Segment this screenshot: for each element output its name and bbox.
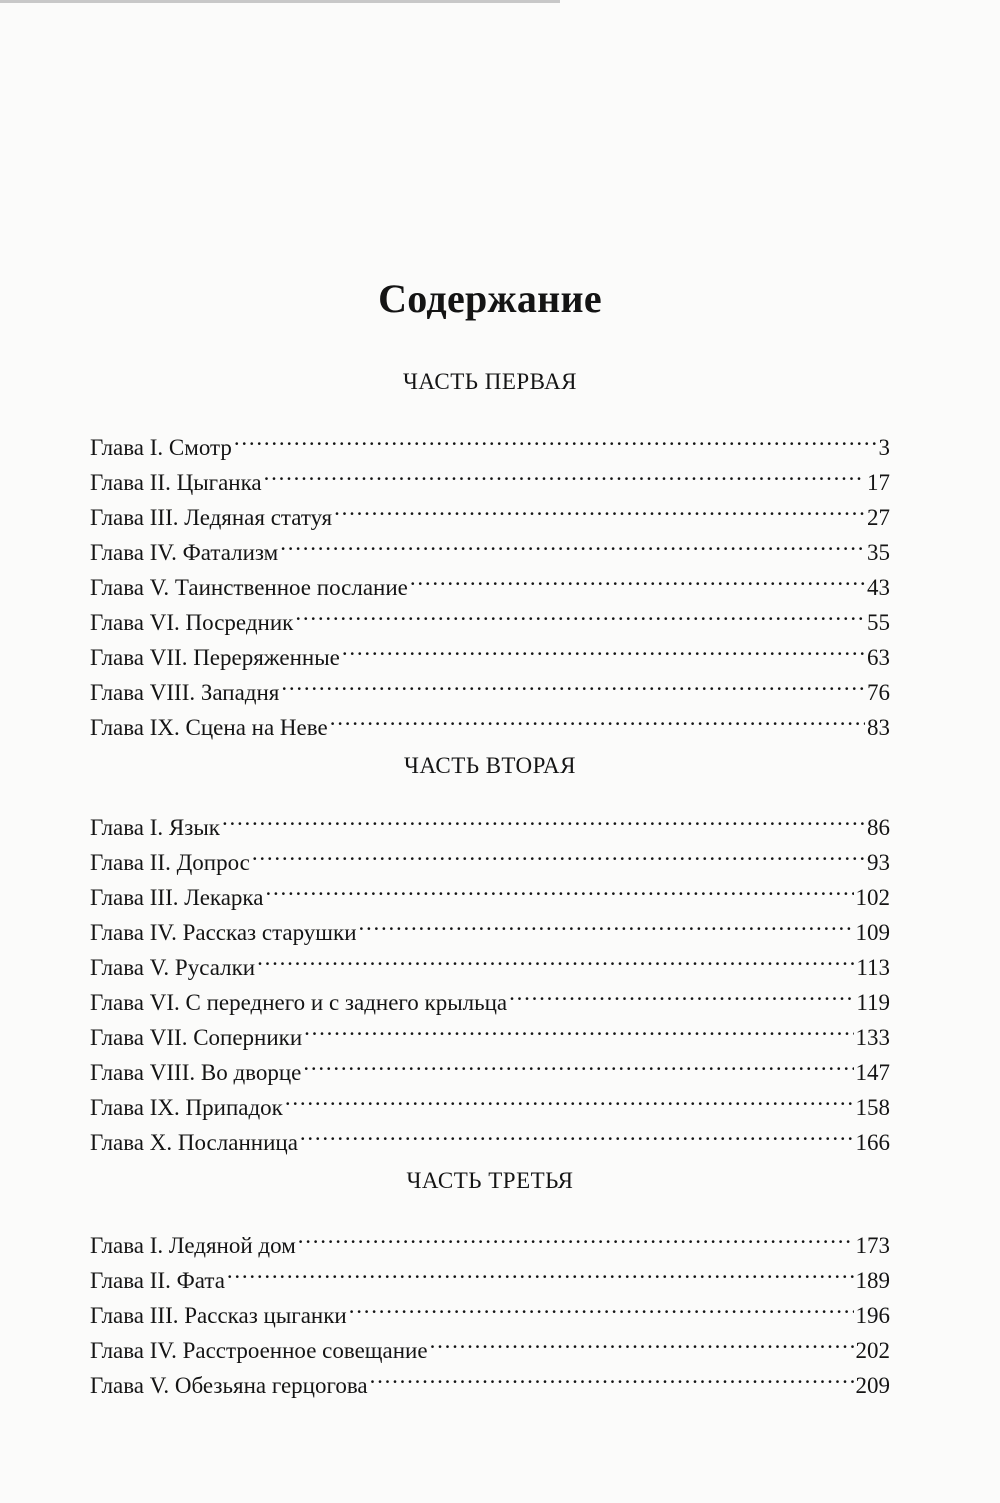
page-number: 17 — [867, 470, 890, 495]
chapter-title: Глава IX. Сцена на Неве — [90, 715, 328, 740]
chapter-title: Глава I. Ледяной дом — [90, 1233, 296, 1258]
dot-leader — [408, 560, 865, 595]
page-number: 147 — [855, 1060, 890, 1085]
toc-list-part-2 — [90, 800, 890, 1155]
page-number: 86 — [867, 815, 890, 840]
page-number: 113 — [856, 955, 890, 980]
chapter-title: Глава II. Фата — [90, 1268, 225, 1293]
chapter-title: Глава IV. Фатализм — [90, 540, 279, 565]
page-number: 83 — [867, 715, 890, 740]
toc-entry — [90, 800, 890, 840]
page-number: 119 — [856, 990, 890, 1015]
part-title-1: ЧАСТЬ ПЕРВАЯ — [402, 369, 578, 394]
chapter-title: Глава IV. Расстроенное совещание — [90, 1338, 428, 1363]
page-number: 202 — [855, 1338, 890, 1363]
dot-leader — [262, 455, 865, 490]
chapter-title: Глава V. Русалки — [90, 955, 256, 980]
dot-leader — [263, 870, 853, 905]
dot-leader — [232, 420, 877, 455]
chapter-title: Глава III. Рассказ цыганки — [90, 1303, 347, 1328]
page-number: 109 — [855, 920, 890, 945]
toc-list-part-1 — [90, 420, 890, 740]
chapter-title: Глава VI. Посредник — [90, 610, 294, 635]
dot-leader — [357, 905, 854, 940]
page-number: 76 — [867, 680, 890, 705]
dot-leader — [250, 835, 865, 870]
chapter-title: Глава V. Обезьяна герцогова — [90, 1373, 368, 1398]
toc-entry — [90, 1218, 890, 1258]
page-number: 166 — [855, 1130, 890, 1155]
dot-leader — [340, 630, 865, 665]
chapter-title: Глава VII. Соперники — [90, 1025, 303, 1050]
chapter-title: Глава II. Цыганка — [90, 470, 262, 495]
dot-leader — [507, 975, 854, 1010]
page-number: 3 — [878, 435, 890, 460]
part-title-2: ЧАСТЬ ВТОРАЯ — [404, 753, 576, 778]
dot-leader — [283, 1080, 854, 1115]
page-number: 27 — [867, 505, 890, 530]
chapter-title: Глава III. Лекарка — [90, 885, 264, 910]
dot-leader — [296, 1218, 854, 1253]
page-top-edge — [0, 0, 560, 3]
chapter-title: Глава VI. С переднего и с заднего крыльца — [90, 990, 508, 1015]
dot-leader — [332, 490, 865, 525]
chapter-title: Глава II. Допрос — [90, 850, 250, 875]
page-number: 43 — [867, 575, 890, 600]
page-number: 133 — [855, 1025, 890, 1050]
chapter-title: Глава X. Посланница — [90, 1130, 298, 1155]
dot-leader — [220, 800, 865, 835]
dot-leader — [225, 1253, 854, 1288]
page-number: 102 — [855, 885, 890, 910]
page-number: 63 — [867, 645, 890, 670]
dot-leader — [301, 1045, 853, 1080]
chapter-title: Глава I. Смотр — [90, 435, 232, 460]
chapter-title: Глава I. Язык — [90, 815, 220, 840]
chapter-title: Глава VIII. Западня — [90, 680, 280, 705]
toc-list-part-3 — [90, 1218, 890, 1398]
page-number: 158 — [855, 1095, 890, 1120]
page-title: Содержание — [378, 275, 602, 321]
dot-leader — [278, 525, 865, 560]
dot-leader — [368, 1358, 854, 1393]
chapter-title: Глава VIII. Во дворце — [90, 1060, 302, 1085]
page-number: 55 — [867, 610, 890, 635]
page-number: 189 — [855, 1268, 890, 1293]
dot-leader — [302, 1010, 853, 1045]
page-number: 35 — [867, 540, 890, 565]
dot-leader — [298, 1115, 854, 1150]
toc-entry — [90, 420, 890, 460]
page-number: 173 — [855, 1233, 890, 1258]
dot-leader — [293, 595, 865, 630]
chapter-title: Глава IV. Рассказ старушки — [90, 920, 357, 945]
dot-leader — [347, 1288, 854, 1323]
page-number: 209 — [855, 1373, 890, 1398]
chapter-title: Глава V. Таинственное послание — [90, 575, 408, 600]
chapter-title: Глава VII. Переряженные — [90, 645, 340, 670]
dot-leader — [255, 940, 854, 975]
chapter-title: Глава IX. Припадок — [90, 1095, 283, 1120]
page-number: 196 — [855, 1303, 890, 1328]
dot-leader — [428, 1323, 854, 1358]
part-title-3: ЧАСТЬ ТРЕТЬЯ — [406, 1168, 574, 1193]
chapter-title: Глава III. Ледяная статуя — [90, 505, 333, 530]
dot-leader — [279, 665, 865, 700]
dot-leader — [328, 700, 865, 735]
page-number: 93 — [867, 850, 890, 875]
